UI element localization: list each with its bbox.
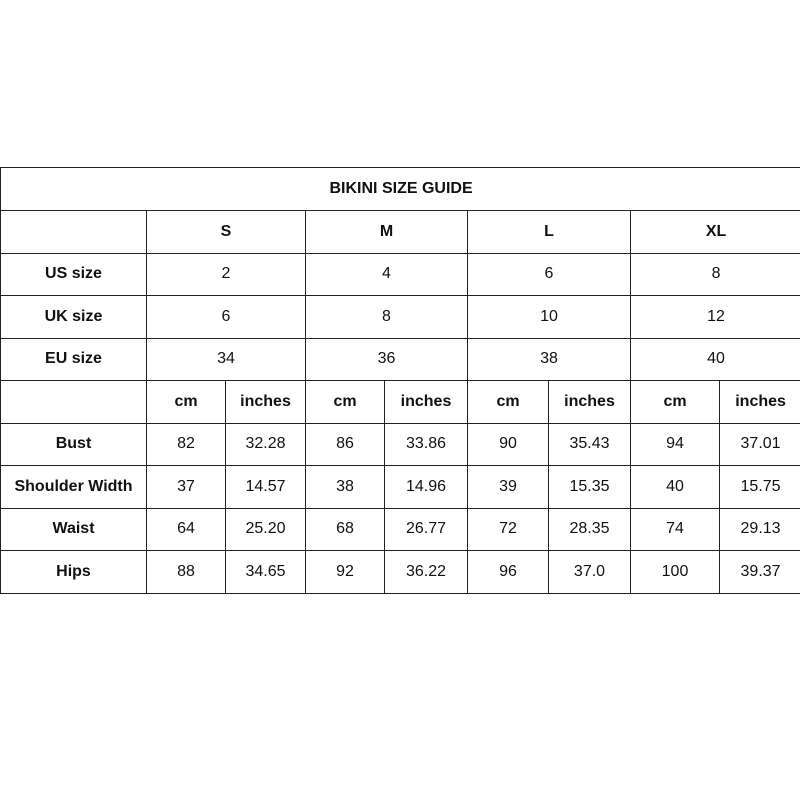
unit-header: cm: [631, 381, 720, 424]
uk-size-l: 10: [468, 296, 631, 339]
size-header-s: S: [147, 211, 306, 254]
unit-header-row: [1, 381, 800, 424]
measurement-cell: 37.0: [549, 551, 631, 594]
eu-size-row: [1, 338, 800, 381]
row-label-shoulder-width: Shoulder Width: [1, 466, 147, 509]
measurement-cell: 40: [631, 466, 720, 509]
uk-size-row: [1, 296, 800, 339]
us-size-m: 4: [306, 253, 468, 296]
measurement-cell: 26.77: [385, 508, 468, 551]
measurement-cell: 25.20: [226, 508, 306, 551]
row-label-us-size: US size: [1, 253, 147, 296]
measurement-cell: 39.37: [720, 551, 800, 594]
empty-unit-label-cell: [1, 381, 147, 424]
measurement-cell: 15.35: [549, 466, 631, 509]
measurement-row-bust: [1, 423, 800, 466]
us-size-l: 6: [468, 253, 631, 296]
measurement-cell: 88: [147, 551, 226, 594]
empty-corner-cell: [1, 211, 147, 254]
measurement-cell: 29.13: [720, 508, 800, 551]
eu-size-s: 34: [147, 338, 306, 381]
measurement-cell: 14.57: [226, 466, 306, 509]
measurement-cell: 92: [306, 551, 385, 594]
measurement-cell: 72: [468, 508, 549, 551]
uk-size-s: 6: [147, 296, 306, 339]
size-header-xl: XL: [631, 211, 800, 254]
measurement-cell: 37: [147, 466, 226, 509]
measurement-row-waist: [1, 508, 800, 551]
measurement-cell: 35.43: [549, 423, 631, 466]
measurement-cell: 94: [631, 423, 720, 466]
measurement-cell: 68: [306, 508, 385, 551]
unit-header: inches: [385, 381, 468, 424]
measurement-cell: 33.86: [385, 423, 468, 466]
size-header-l: L: [468, 211, 631, 254]
measurement-cell: 36.22: [385, 551, 468, 594]
eu-size-l: 38: [468, 338, 631, 381]
measurement-cell: 15.75: [720, 466, 800, 509]
us-size-xl: 8: [631, 253, 800, 296]
eu-size-m: 36: [306, 338, 468, 381]
measurement-cell: 90: [468, 423, 549, 466]
row-label-bust: Bust: [1, 423, 147, 466]
uk-size-m: 8: [306, 296, 468, 339]
measurement-cell: 14.96: [385, 466, 468, 509]
measurement-cell: 86: [306, 423, 385, 466]
unit-header: cm: [306, 381, 385, 424]
unit-header: inches: [720, 381, 800, 424]
row-label-uk-size: UK size: [1, 296, 147, 339]
row-label-waist: Waist: [1, 508, 147, 551]
unit-header: cm: [147, 381, 226, 424]
size-guide-table: [0, 167, 800, 594]
table-title: BIKINI SIZE GUIDE: [1, 168, 800, 211]
measurement-cell: 39: [468, 466, 549, 509]
measurement-cell: 34.65: [226, 551, 306, 594]
unit-header: inches: [549, 381, 631, 424]
measurement-cell: 74: [631, 508, 720, 551]
size-header-m: M: [306, 211, 468, 254]
row-label-hips: Hips: [1, 551, 147, 594]
row-label-eu-size: EU size: [1, 338, 147, 381]
measurement-cell: 100: [631, 551, 720, 594]
measurement-cell: 96: [468, 551, 549, 594]
unit-header: cm: [468, 381, 549, 424]
measurement-row-shoulder-width: [1, 466, 800, 509]
us-size-s: 2: [147, 253, 306, 296]
title-row: [1, 168, 800, 211]
measurement-cell: 38: [306, 466, 385, 509]
measurement-row-hips: [1, 551, 800, 594]
eu-size-xl: 40: [631, 338, 800, 381]
measurement-cell: 64: [147, 508, 226, 551]
measurement-cell: 32.28: [226, 423, 306, 466]
us-size-row: [1, 253, 800, 296]
uk-size-xl: 12: [631, 296, 800, 339]
measurement-cell: 82: [147, 423, 226, 466]
measurement-cell: 37.01: [720, 423, 800, 466]
measurement-cell: 28.35: [549, 508, 631, 551]
size-header-row: [1, 211, 800, 254]
unit-header: inches: [226, 381, 306, 424]
